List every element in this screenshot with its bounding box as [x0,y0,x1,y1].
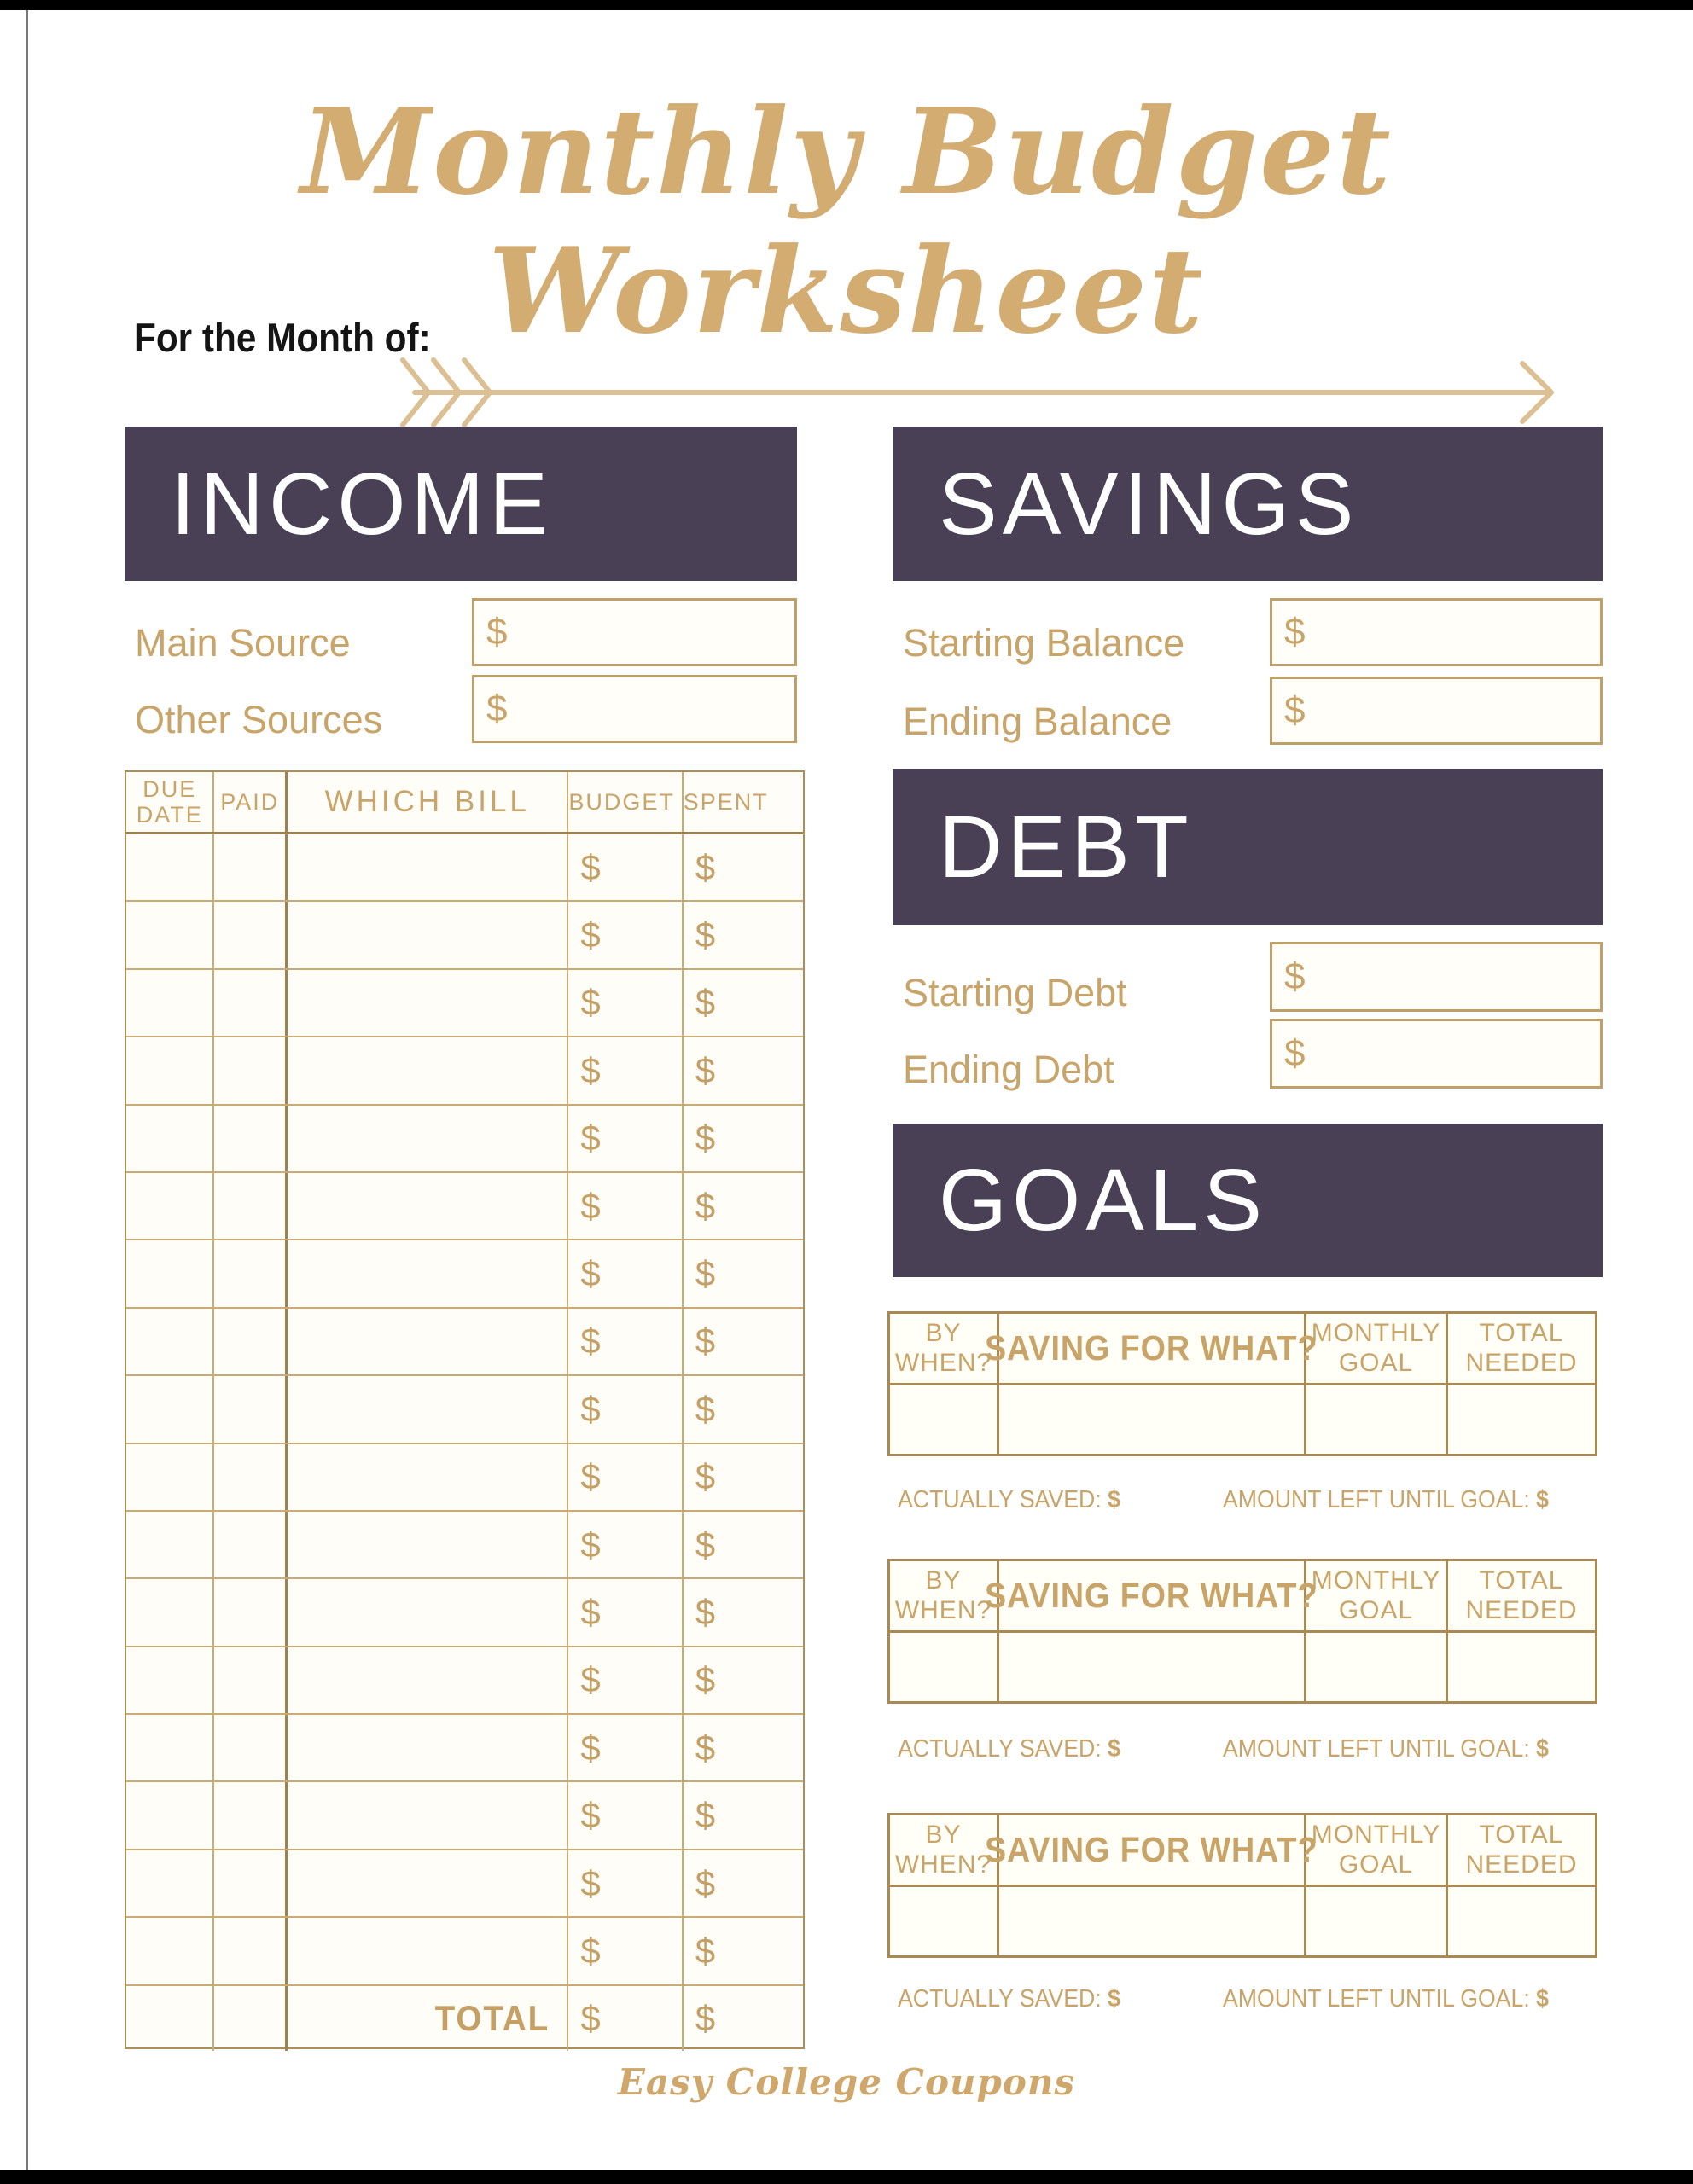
amount-cell [684,1647,803,1713]
entry-cell [288,1309,568,1374]
table-row [126,1782,803,1850]
entry-cell [126,1444,214,1510]
entry-cell [214,1647,288,1713]
entry-cell [126,902,214,967]
starting-balance-input [1270,598,1603,666]
entry-cell [214,970,288,1036]
entry-cell [126,834,214,900]
entry-cell [126,1309,214,1374]
currency-symbol: $ [580,915,601,956]
column-header: WHICH BILL [288,772,568,832]
entry-cell [214,1715,288,1780]
entry-cell [288,970,568,1036]
entry-cell [288,1918,568,1984]
entry-cell [214,1512,288,1577]
entry-cell [214,1106,288,1171]
column-header: TOTAL NEEDED [1465,1821,1578,1879]
amount-cell [684,1512,803,1577]
currency-symbol: $ [580,1930,601,1971]
amount-cell [568,1986,683,2051]
entry-cell [214,1376,288,1442]
column-header: SAVING FOR WHAT? [999,1815,1306,1885]
amount-cell [684,1240,803,1306]
amount-cell [684,1106,803,1171]
entry-cell [288,1850,568,1916]
amount-cell [684,1782,803,1848]
table-row [126,902,803,969]
entry-cell [288,1647,568,1713]
currency-symbol: $ [580,1049,601,1090]
other-sources-input [472,675,797,743]
entry-cell [890,1633,999,1701]
entry-cell [126,1037,214,1103]
amount-cell [568,1647,683,1713]
entry-cell [1306,1887,1448,1955]
entry-cell [214,834,288,900]
ending-balance-input [1270,677,1603,745]
currency-symbol: $ [1284,689,1306,731]
currency-symbol: $ [695,982,716,1023]
currency-symbol: $ [695,1930,716,1971]
savings-header-label: SAVINGS [939,454,1359,553]
currency-symbol: $ [580,1591,601,1632]
table-row [126,1986,803,2051]
entry-cell [1306,1633,1448,1701]
goal-summary-line [887,1486,1597,1519]
goals-header-label: GOALS [939,1151,1267,1249]
currency-symbol: $ [580,982,601,1023]
currency-symbol: $ [695,1049,716,1090]
table-row [126,1512,803,1579]
amount-cell [568,1850,683,1916]
bottom-black-bar [0,2170,1693,2184]
currency-symbol: $ [695,1456,716,1497]
currency-symbol: $ [695,846,716,887]
currency-symbol: $ [580,1118,601,1159]
currency-symbol: $ [580,1456,601,1497]
table-row [890,1385,1595,1454]
entry-cell [214,1579,288,1645]
entry-cell [126,1173,214,1239]
column-header: TOTAL NEEDED [1465,1566,1578,1624]
income-header-label: INCOME [171,454,553,553]
table-row [890,1887,1595,1955]
currency-symbol: $ [695,1659,716,1700]
table-row [126,1240,803,1308]
entry-cell [214,902,288,967]
table-row [126,1173,803,1240]
currency-symbol: $ [486,611,508,653]
currency-symbol: $ [1284,956,1306,997]
column-header: SAVING FOR WHAT? [999,1314,1306,1383]
currency-symbol: $ [695,915,716,956]
month-of-label: For the Month of: [134,315,431,360]
starting-balance-label: Starting Balance [903,621,1185,665]
currency-symbol: $ [580,1727,601,1768]
column-header: SAVING FOR WHAT? [999,1561,1306,1630]
column-header: MONTHLY GOAL [1306,1561,1448,1630]
table-row [890,1633,1595,1701]
goal-summary-line [887,1985,1597,2018]
currency-symbol: $ [580,1659,601,1700]
ending-debt-input [1270,1019,1603,1089]
entry-cell [1448,1385,1595,1454]
currency-symbol: $ [695,1388,716,1429]
entry-cell [1448,1633,1595,1701]
entry-cell [288,834,568,900]
entry-cell [126,1512,214,1577]
amount-cell [568,1376,683,1442]
currency-symbol: $ [695,1185,716,1226]
amount-left-label: AMOUNT LEFT UNTIL GOAL: $ [1223,1735,1550,1763]
savings-section-header [893,427,1603,581]
entry-cell [1306,1385,1448,1454]
currency-symbol: $ [695,1862,716,1903]
currency-symbol: $ [695,1321,716,1362]
entry-cell [288,1240,568,1306]
amount-cell [684,1037,803,1103]
entry-cell [126,1579,214,1645]
column-header: SPENT [683,788,769,815]
entry-cell [126,970,214,1036]
goal-table [887,1559,1597,1704]
currency-symbol: $ [1284,611,1306,653]
entry-cell [890,1887,999,1955]
currency-symbol: $ [580,1185,601,1226]
goals-section-header [893,1124,1603,1277]
amount-cell [684,1918,803,1984]
amount-cell [568,1512,683,1577]
entry-cell [126,1715,214,1780]
amount-cell [568,1782,683,1848]
table-row [890,1314,1595,1385]
currency-symbol: $ [695,1118,716,1159]
currency-symbol: $ [580,1795,601,1836]
entry-cell [999,1385,1306,1454]
table-row [126,1037,803,1105]
amount-cell [568,1173,683,1239]
table-row [126,1444,803,1512]
amount-cell [684,1579,803,1645]
amount-cell [684,1444,803,1510]
currency-symbol: $ [695,1727,716,1768]
table-row [890,1815,1595,1887]
total-label: TOTAL [434,1997,550,2038]
table-row [126,970,803,1037]
currency-symbol: $ [580,1862,601,1903]
amount-cell [568,1444,683,1510]
currency-symbol: $ [580,1388,601,1429]
entry-cell [126,1850,214,1916]
entry-cell [999,1633,1306,1701]
debt-header-label: DEBT [939,797,1194,896]
entry-cell [288,1512,568,1577]
column-header: PAID [214,772,288,832]
amount-cell [568,902,683,967]
entry-cell [288,1173,568,1239]
table-row [126,1715,803,1782]
bills-table [125,770,805,2049]
table-row [126,1579,803,1647]
goal-table [887,1813,1597,1958]
amount-cell [568,1309,683,1374]
column-header: DUE DATE [126,772,214,832]
entry-cell [214,1918,288,1984]
entry-cell [288,1037,568,1103]
entry-cell [214,1309,288,1374]
amount-cell [684,1986,803,2051]
entry-cell [126,1240,214,1306]
table-row [126,1918,803,1985]
entry-cell [126,1647,214,1713]
footer-credit: Easy College Coupons [617,2061,1076,2103]
amount-cell [568,1106,683,1171]
entry-cell [999,1887,1306,1955]
currency-symbol: $ [695,1591,716,1632]
amount-cell [684,1173,803,1239]
column-header: BY WHEN? [890,1815,999,1885]
entry-cell [126,1782,214,1848]
amount-left-label: AMOUNT LEFT UNTIL GOAL: $ [1223,1486,1550,1513]
income-section-header [125,427,797,581]
entry-cell [214,1444,288,1510]
month-arrow-icon [391,353,1585,432]
main-source-label: Main Source [135,621,351,665]
amount-cell [568,834,683,900]
entry-cell [288,902,568,967]
page-title: Monthly Budget Worksheet [300,82,1393,360]
starting-debt-label: Starting Debt [903,971,1127,1014]
entry-cell [288,1579,568,1645]
amount-cell [568,1715,683,1780]
currency-symbol: $ [695,1524,716,1565]
column-header: BUDGET [568,772,683,832]
table-row [890,1561,1595,1633]
amount-cell [684,970,803,1036]
amount-cell [684,834,803,900]
currency-symbol: $ [695,1795,716,1836]
column-header: BY WHEN? [890,1561,999,1630]
starting-debt-input [1270,942,1603,1012]
table-row [126,1309,803,1376]
entry-cell [288,1376,568,1442]
goal-summary-line [887,1735,1597,1768]
currency-symbol: $ [580,1321,601,1362]
column-header: MONTHLY GOAL [1306,1815,1448,1885]
currency-symbol: $ [695,1997,716,2038]
entry-cell [126,1376,214,1442]
goal-table [887,1311,1597,1456]
entry-cell [214,1173,288,1239]
other-sources-label: Other Sources [135,698,383,741]
amount-cell [684,902,803,967]
main-source-input [472,598,797,666]
column-header: TOTAL NEEDED [1465,1319,1578,1377]
entry-cell [214,1782,288,1848]
amount-cell [568,1918,683,1984]
amount-cell [684,1850,803,1916]
entry-cell [288,1106,568,1171]
amount-cell [568,1240,683,1306]
entry-cell [214,1850,288,1916]
entry-cell [126,1918,214,1984]
actually-saved-label: ACTUALLY SAVED: $ [898,1985,1121,2013]
currency-symbol: $ [486,688,508,729]
actually-saved-label: ACTUALLY SAVED: $ [898,1486,1121,1513]
entry-cell [288,1715,568,1780]
entry-cell [1448,1887,1595,1955]
table-row [126,1850,803,1918]
amount-cell [684,1715,803,1780]
amount-left-label: AMOUNT LEFT UNTIL GOAL: $ [1223,1985,1550,2013]
currency-symbol: $ [580,1524,601,1565]
table-row [126,772,803,834]
column-header: MONTHLY GOAL [1306,1314,1448,1383]
currency-symbol: $ [580,846,601,887]
currency-symbol: $ [580,1997,601,2038]
entry-cell [214,1240,288,1306]
table-row [126,834,803,902]
currency-symbol: $ [580,1253,601,1294]
column-header: BY WHEN? [890,1314,999,1383]
entry-cell [890,1385,999,1454]
table-row [126,1106,803,1173]
amount-cell [568,1037,683,1103]
amount-cell [568,970,683,1036]
amount-cell [684,1376,803,1442]
table-row [126,1376,803,1443]
entry-cell [126,1106,214,1171]
actually-saved-label: ACTUALLY SAVED: $ [898,1735,1121,1763]
entry-cell [288,1782,568,1848]
entry-cell [288,1444,568,1510]
currency-symbol: $ [695,1253,716,1294]
top-black-bar [0,0,1693,10]
entry-cell [214,1037,288,1103]
ending-debt-label: Ending Debt [903,1048,1114,1091]
amount-cell [568,1579,683,1645]
currency-symbol: $ [1284,1032,1306,1074]
ending-balance-label: Ending Balance [903,700,1172,743]
amount-cell [684,1309,803,1374]
table-row [126,1647,803,1715]
debt-section-header [893,769,1603,925]
